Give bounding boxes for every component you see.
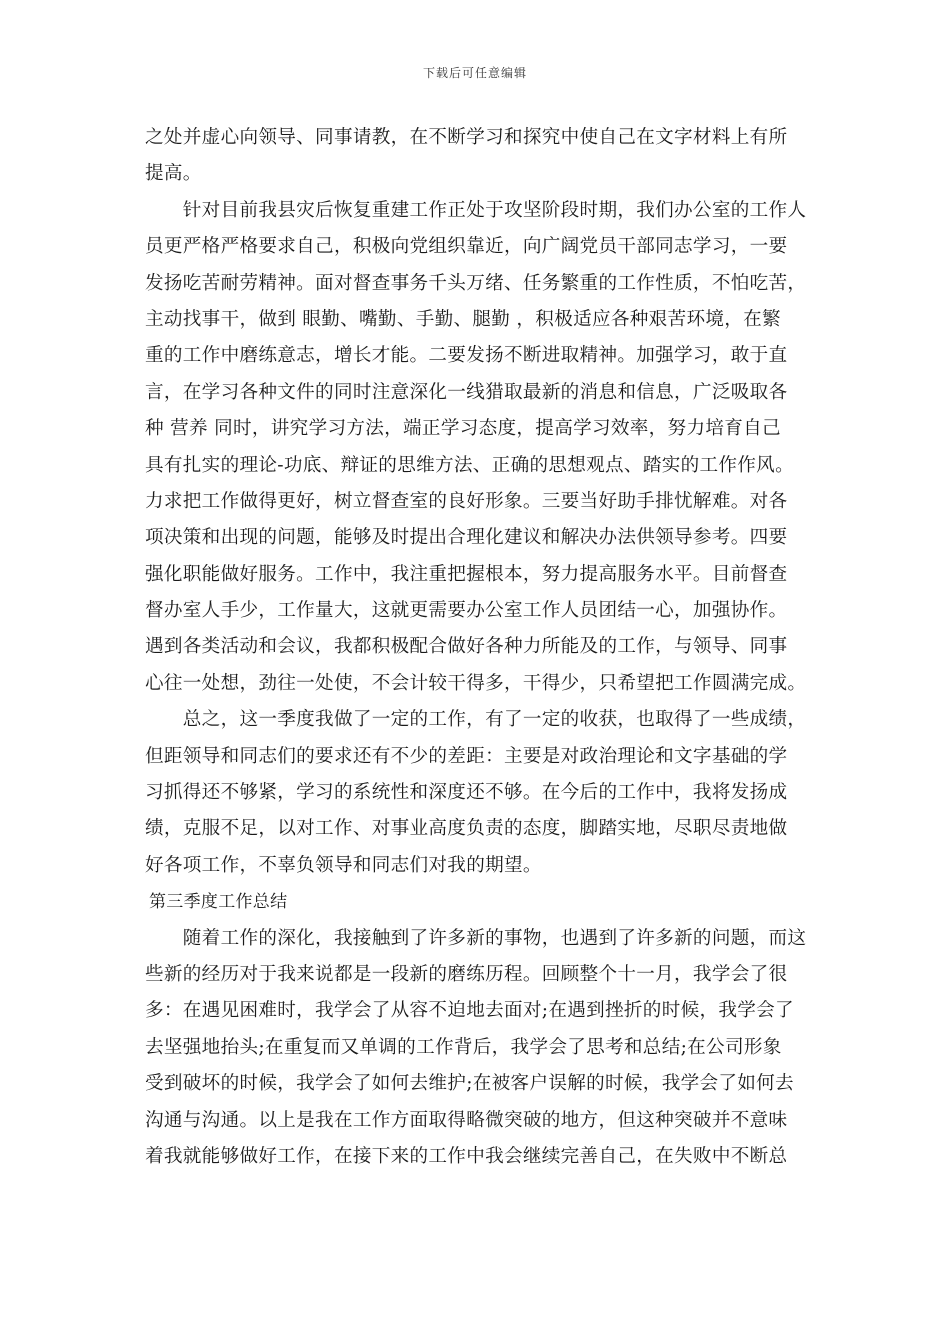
text-line: 但距领导和同志们的要求还有不少的差距：主要是对政治理论和文字基础的学 bbox=[145, 745, 788, 767]
text-line: 重的工作中磨练意志，增长才能。二要发扬不断进取精神。加强学习，敢于直 bbox=[145, 345, 788, 367]
text-line: 言，在学习各种文件的同时注意深化一线猎取最新的消息和信息，广泛吸取各 bbox=[145, 381, 788, 403]
text-line: 总之，这一季度我做了一定的工作，有了一定的收获，也取得了一些成绩， bbox=[145, 709, 807, 731]
text-line: 习抓得还不够紧，学习的系统性和深度还不够。在今后的工作中，我将发扬成 bbox=[145, 782, 788, 804]
text-line: 强化职能做好服务。工作中，我注重把握根本，努力提高服务水平。目前督查 bbox=[145, 563, 788, 585]
text-line: 具有扎实的理论-功底、辩证的思维方法、正确的思想观点、踏实的工作作风。 bbox=[145, 454, 794, 476]
text-line: 去坚强地抬头;在重复而又单调的工作背后，我学会了思考和总结;在公司形象 bbox=[145, 1036, 782, 1058]
text-line: 随着工作的深化，我接触到了许多新的事物，也遇到了许多新的问题，而这 bbox=[145, 927, 807, 949]
text-line: 受到破坏的时候，我学会了如何去维护;在被客户误解的时候，我学会了如何去 bbox=[145, 1073, 794, 1095]
text-line: 着我就能够做好工作，在接下来的工作中我会继续完善自己，在失败中不断总 bbox=[145, 1145, 788, 1167]
text-line: 沟通与沟通。以上是我在工作方面取得略微突破的地方，但这种突破并不意味 bbox=[145, 1109, 788, 1131]
text-line: 员更严格严格要求自己，积极向党组织靠近，向广阔党员干部同志学习，一要 bbox=[145, 236, 788, 258]
text-line: 针对目前我县灾后恢复重建工作正处于攻坚阶段时期，我们办公室的工作人 bbox=[145, 199, 807, 221]
text-line: 项决策和出现的问题，能够及时提出合理化建议和解决办法供领导参考。四要 bbox=[145, 527, 788, 549]
text-line: 心往一处想，劲往一处使，不会计较干得多，干得少，只希望把工作圆满完成。 bbox=[145, 672, 807, 694]
text-line: 绩，克服不足，以对工作、对事业高度负责的态度，脚踏实地，尽职尽责地做 bbox=[145, 818, 788, 840]
text-line: 之处并虚心向领导、同事请教，在不断学习和探究中使自己在文字材料上有所 bbox=[145, 127, 788, 148]
text-line: 种 营养 同时，讲究学习方法，端正学习态度，提高学习效率，努力培育自己 bbox=[145, 418, 781, 440]
text-line: 提高。 bbox=[145, 163, 202, 185]
section-heading: 第三季度工作总结 bbox=[149, 892, 288, 913]
text-line: 力求把工作做得更好，树立督查室的良好形象。三要当好助手排忧解难。对各 bbox=[145, 490, 788, 512]
page-header-caption: 下载后可任意编辑 bbox=[422, 66, 527, 80]
text-line: 好各项工作，不辜负领导和同志们对我的期望。 bbox=[145, 854, 542, 876]
text-line: 督办室人手少，工作量大，这就更需要办公室工作人员团结一心，加强协作。 bbox=[145, 600, 788, 622]
text-line: 些新的经历对于我来说都是一段新的磨练历程。回顾整个十一月，我学会了很 bbox=[145, 963, 788, 985]
text-line: 遇到各类活动和会议，我都积极配合做好各种力所能及的工作，与领导、同事 bbox=[145, 636, 788, 658]
text-line: 多：在遇见困难时，我学会了从容不迫地去面对;在遇到挫折的时候，我学会了 bbox=[145, 1000, 794, 1022]
text-line: 发扬吃苦耐劳精神。面对督查事务千头万绪、任务繁重的工作性质，不怕吃苦， bbox=[145, 272, 807, 294]
document-body bbox=[145, 120, 817, 1175]
text-line: 主动找事干，做到 眼勤、嘴勤、手勤、腿勤 ，积极适应各种艰苦环境，在繁 bbox=[145, 308, 781, 330]
